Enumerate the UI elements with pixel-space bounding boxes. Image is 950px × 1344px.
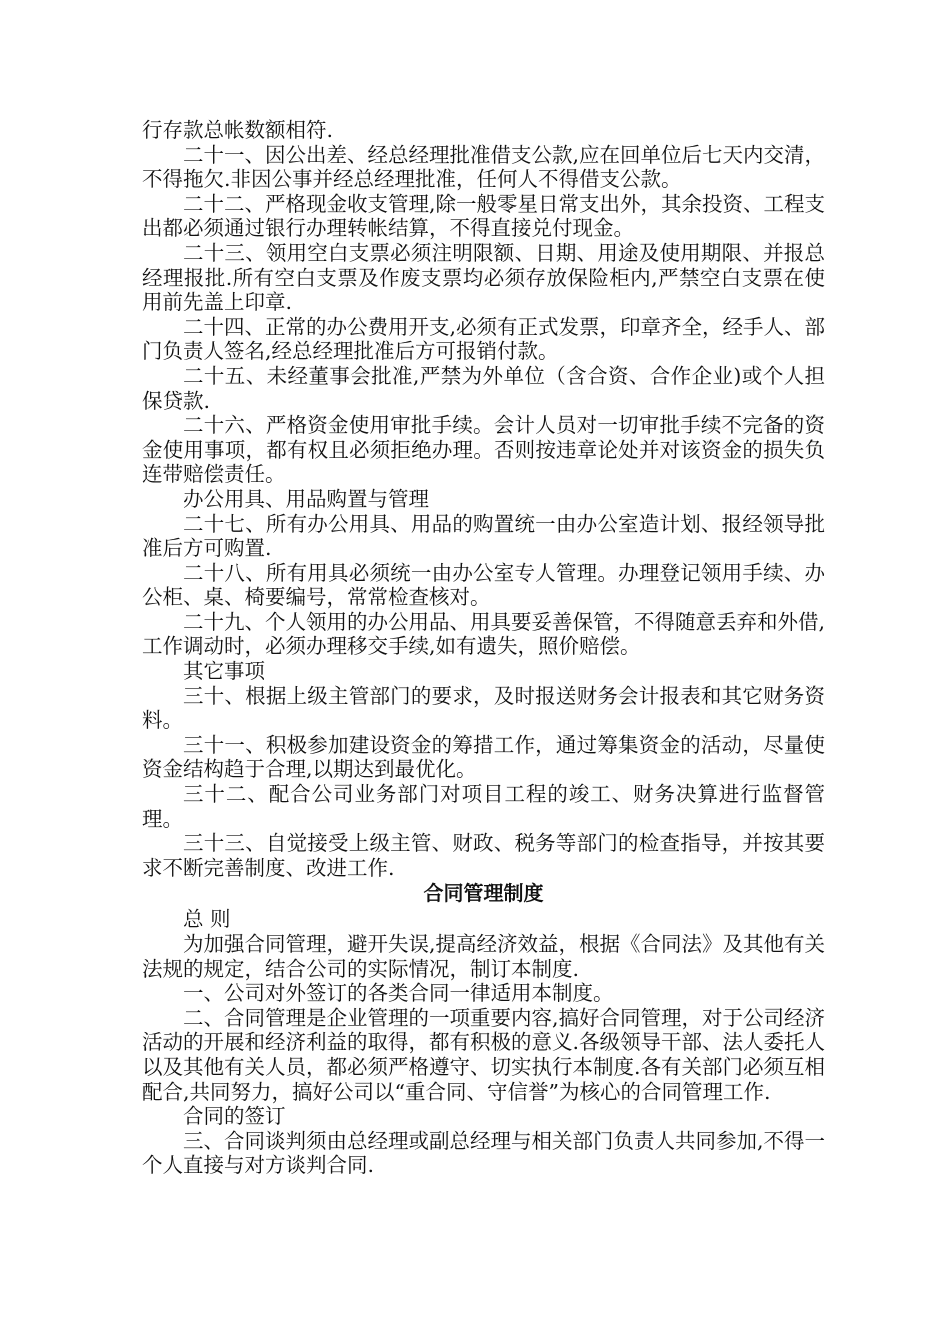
contract-article-2: 二、合同管理是企业管理的一项重要内容,搞好合同管理，对于公司经济活动的开展和经济利益的取得，都有积极的意义.各级领导干部、法人委托人以及其他有关人员，都必须严格遵守、切实执行本制度.各有关部门必须互相配合,共同努力，搞好公司以“重合同、守信誉”为核心的合同管理工作. <box>142 1005 826 1104</box>
article-33: 三十三、自觉接受上级主管、财政、税务等部门的检查指导，并按其要求不断完善制度、改进工作. <box>142 831 825 880</box>
article-24: 二十四、正常的办公费用开支,必须有正式发票，印章齐全，经手人、部门负责人签名,经总经理批准后方可报销付款。 <box>142 314 826 364</box>
article-27: 二十七、所有办公用具、用品的购置统一由办公室造计划、报经领导批准后方可购置. <box>142 511 825 561</box>
article-31: 三十一、积极参加建设资金的筹措工作，通过筹集资金的活动，尽量使资金结构趋于合理,以期达到最优化。 <box>142 732 825 782</box>
article-22: 二十二、严格现金收支管理,除一般零星日常支出外，其余投资、工程支出都必须通过银行办理转帐结算，不得直接兑付现金。 <box>142 191 826 241</box>
document-page <box>142 118 825 1178</box>
paragraph: 行存款总帐数额相符. <box>142 118 334 142</box>
article-29: 二十九、个人领用的办公用品、用具要妥善保管，不得随意丢弃和外借,工作调动时，必须办理移交手续,如有遗失，照价赔偿。 <box>142 609 826 659</box>
intro-paragraph: 为加强合同管理，避开失误,提高经济效益，根据《合同法》及其他有关法规的规定，结合公司的实际情况，制订本制度. <box>142 932 826 981</box>
article-28: 二十八、所有用具必须统一由办公室专人管理。办理登记领用手续、办公柜、桌、椅要编号，常常检查核对。 <box>142 560 825 610</box>
section-title-general: 总 则 <box>183 907 231 932</box>
article-21: 二十一、因公出差、经总经理批准借支公款,应在回单位后七天内交清，不得拖欠.非因公事并经总经理批准，任何人不得借支公款。 <box>142 142 826 192</box>
contract-article-3: 三、合同谈判须由总经理或副总经理与相关部门负责人共同参加,不得一个人直接与对方谈判合同. <box>142 1128 826 1178</box>
article-32: 三十二、配合公司业务部门对项目工程的竣工、财务决算进行监督管理。 <box>142 782 825 831</box>
section-title-contract-signing: 合同的签订 <box>183 1104 286 1129</box>
article-26: 二十六、严格资金使用审批手续。会计人员对一切审批手续不完备的资金使用事项，都有权且必须拒绝办理。否则按违章论处并对该资金的损失负连带赔偿责任。 <box>142 413 825 487</box>
article-30: 三十、根据上级主管部门的要求，及时报送财务会计报表和其它财务资料。 <box>142 683 825 733</box>
section-title-office-supplies: 办公用具、用品购置与管理 <box>183 486 429 511</box>
section-title-other-matters: 其它事项 <box>183 659 265 684</box>
document-heading: 合同管理制度 <box>423 881 544 906</box>
article-25: 二十五、未经董事会批准,严禁为外单位（含合资、合作企业)或个人担保贷款. <box>142 363 825 413</box>
article-23: 二十三、领用空白支票必须注明限额、日期、用途及使用期限、并报总经理报批.所有空白支票及作废支票均必须存放保险柜内,严禁空白支票在使用前先盖上印章. <box>142 240 825 315</box>
contract-article-1: 一、公司对外签订的各类合同一律适用本制度。 <box>183 981 614 1006</box>
